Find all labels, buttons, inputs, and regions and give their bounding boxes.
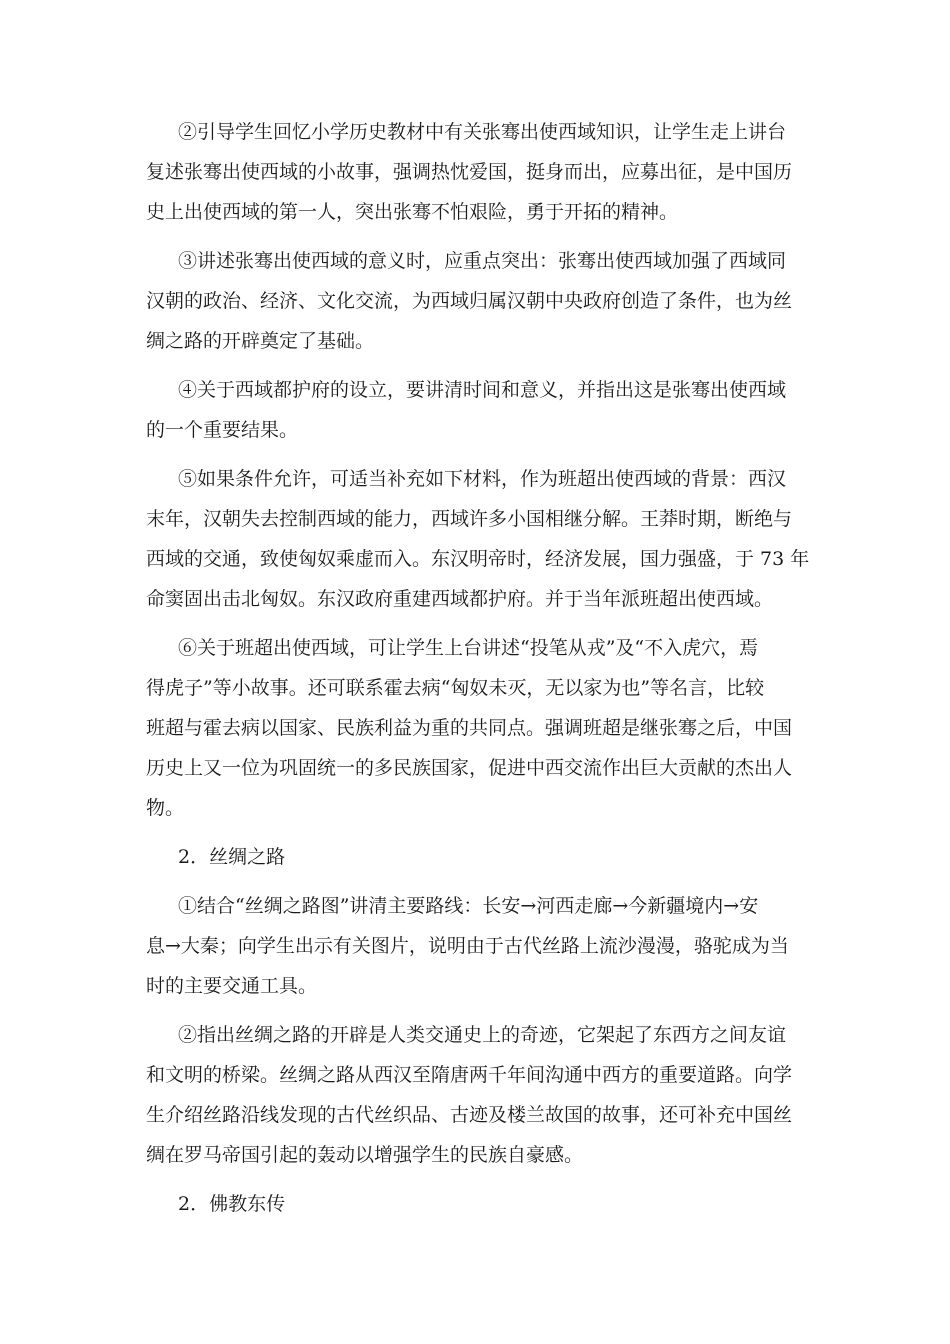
paragraph-line: 物。	[146, 797, 185, 819]
section-heading-text: 2．丝绸之路	[178, 846, 286, 868]
paragraph-line: ①结合“丝绸之路图”讲清主要路线：长安→河西走廊→今新疆境内→安	[178, 895, 759, 917]
paragraph-line: ⑥关于班超出使西域，可让学生上台讲述“投笔从戎”及“不入虎穴，焉	[178, 637, 759, 659]
paragraph-line: 时的主要交通工具。	[146, 975, 318, 997]
paragraph-line: ④关于西域都护府的设立，要讲清时间和意义，并指出这是张骞出使西域	[178, 379, 787, 401]
paragraph-line: 绸之路的开辟奠定了基础。	[146, 330, 375, 352]
paragraph-line: 生介绍丝路沿线发现的古代丝织品、古迹及楼兰故国的故事，还可补充中国丝	[146, 1104, 793, 1126]
paragraph-line: 绸在罗马帝国引起的轰动以增强学生的民族自豪感。	[146, 1144, 584, 1166]
paragraph	[146, 1015, 806, 1175]
paragraph	[146, 628, 806, 828]
document-body	[146, 112, 810, 1224]
paragraph-line: ②指出丝绸之路的开辟是人类交通史上的奇迹，它架起了东西方之间友谊	[178, 1024, 787, 1046]
paragraph-line: 命窦固出击北匈奴。东汉政府重建西域都护府。并于当年派班超出使西域。	[146, 588, 774, 610]
paragraph-line: 的一个重要结果。	[146, 419, 299, 441]
paragraph-line: 史上出使西域的第一人，突出张骞不怕艰险，勇于开拓的精神。	[146, 201, 679, 223]
paragraph-line: ③讲述张骞出使西域的意义时，应重点突出：张骞出使西域加强了西域同	[178, 250, 787, 272]
paragraph	[146, 886, 806, 1006]
paragraph-line: ②引导学生回忆小学历史教材中有关张骞出使西域知识，让学生走上讲台	[178, 121, 787, 143]
paragraph-line: 得虎子”等小故事。还可联系霍去病“匈奴未灭，无以家为也”等名言，比较	[146, 677, 765, 699]
paragraph-line: ⑤如果条件允许，可适当补充如下材料，作为班超出使西域的背景：西汉	[178, 468, 787, 490]
paragraph-line: 历史上又一位为巩固统一的多民族国家，促进中西交流作出巨大贡献的杰出人	[146, 757, 793, 779]
paragraph-line: 复述张骞出使西域的小故事，强调热忱爱国，挺身而出，应募出征，是中国历	[146, 161, 793, 183]
section-heading-text: 2．佛教东传	[178, 1193, 286, 1215]
paragraph	[146, 241, 806, 361]
paragraph	[146, 370, 806, 450]
paragraph-line: 班超与霍去病以国家、民族利益为重的共同点。强调班超是继张骞之后，中国	[146, 717, 793, 739]
paragraph	[146, 112, 806, 232]
paragraph-line: 汉朝的政治、经济、文化交流，为西域归属汉朝中央政府创造了条件，也为丝	[146, 290, 793, 312]
paragraph-line: 和文明的桥梁。丝绸之路从西汉至隋唐两千年间沟通中西方的重要道路。向学	[146, 1064, 793, 1086]
paragraph-line: 息→大秦；向学生出示有关图片，说明由于古代丝路上流沙漫漫，骆驼成为当	[146, 935, 789, 957]
paragraph	[146, 459, 810, 619]
paragraph-line: 末年，汉朝失去控制西域的能力，西域许多小国相继分解。王莽时期，断绝与	[146, 508, 793, 530]
section-heading	[146, 1184, 806, 1224]
paragraph-line: 西域的交通，致使匈奴乘虚而入。东汉明帝时，经济发展，国力强盛，于 73 年	[146, 548, 810, 570]
section-heading	[146, 837, 806, 877]
